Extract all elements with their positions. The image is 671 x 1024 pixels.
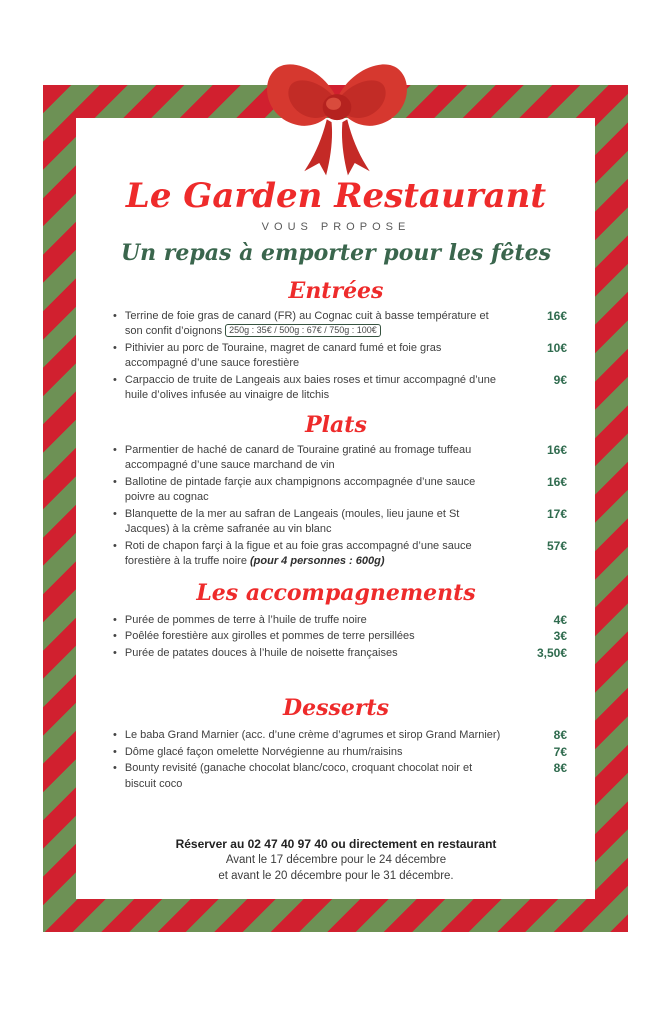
menu-item-list [105,309,567,404]
menu-section [105,412,567,570]
tagline: VOUS PROPOSE [261,221,411,233]
item-price: 7€ [553,744,567,759]
menu-item [113,629,567,645]
menu-item [113,761,567,792]
menu-item [113,475,567,506]
restaurant-title: Le Garden Restaurant [125,176,547,216]
item-price: 17€ [546,506,567,521]
section-heading: Entrées [288,277,384,304]
deadline-line-2: et avant le 20 décembre pour le 31 décembre. [218,870,454,882]
item-description: • Pithivier au porc de Touraine, magret de canard fumé et foie gras accompagné d’une sauce forestière [124,341,442,369]
menu-subtitle: Un repas à emporter pour les fêtes [120,239,552,266]
item-description: • Purée de patates douces à l’huile de noisette françaises [124,646,398,659]
item-price: 16€ [546,308,567,323]
menu-item [113,507,567,538]
menu-item [113,309,567,340]
reservation-footer [105,836,567,884]
serving-note: (pour 4 personnes : 600g) [250,555,385,567]
item-price: 16€ [546,474,567,489]
item-price: 4€ [553,612,567,627]
item-description: • Terrine de foie gras de canard (FR) au Cognac cuit à basse température et son confit d’oignons 250g : 35€ / 500g : 67€ / 750g : 100€ [124,309,489,337]
item-price: 57€ [546,538,567,553]
menu-content [105,168,567,884]
sections [105,278,567,793]
portion-sizes-badge: 250g : 35€ / 500g : 67€ / 750g : 100€ [225,324,381,337]
menu-section [105,695,567,792]
menu-item [113,728,567,744]
item-description: • Roti de chapon farçi à la figue et au foie gras accompagné d’une sauce forestière à la truffe noire (pour 4 personnes : 600g) [124,539,472,567]
item-description: • Blanquette de la mer au safran de Langeais (moules, lieu jaune et St Jacques) à la crème safranée au vin blanc [124,507,460,535]
item-description: • Bounty revisité (ganache chocolat blanc/coco, croquant chocolat noir et biscuit coco [124,762,473,790]
item-description: • Carpaccio de truite de Langeais aux baies roses et timur accompagné d’une huile d’olives infusée au vinaigre de litchis [124,373,497,401]
item-price: 3,50€ [536,645,567,660]
menu-item [113,646,567,662]
item-description: • Poêlée forestière aux girolles et pommes de terre persillées [124,630,415,642]
christmas-bow-icon [262,50,412,182]
item-description: • Le baba Grand Marnier (acc. d’une crème d’agrumes et sirop Grand Marnier) [124,729,501,741]
item-price: 16€ [546,442,567,457]
section-heading: Desserts [283,695,389,721]
deadline-line-1: Avant le 17 décembre pour le 24 décembre [225,854,447,866]
menu-item [113,539,567,570]
item-price: 3€ [553,629,567,643]
item-price: 9€ [553,372,567,387]
item-description: • Dôme glacé façon omelette Norvégienne au rhum/raisins [124,745,403,758]
menu-item-list [105,443,567,570]
item-description: • Parmentier de haché de canard de Touraine gratiné au fromage tuffeau accompagné d’une sauce marchand de vin [124,443,472,471]
menu-item-list [105,728,567,792]
section-heading: Plats [305,411,367,438]
menu-item-list [105,613,567,662]
item-description: • Purée de pommes de terre à l’huile de truffe noire [124,613,367,626]
menu-item [113,443,567,474]
section-heading: Les accompagnements [196,579,476,606]
item-price: 8€ [553,761,567,775]
menu-item [113,745,567,761]
menu-section [105,278,567,404]
menu-item [113,341,567,372]
menu-item [113,373,567,404]
menu-item [113,613,567,629]
menu-section [105,580,567,662]
item-price: 10€ [546,340,567,355]
item-description: • Ballotine de pintade farçie aux champignons accompagnée d’une sauce poivre au cognac [124,475,476,503]
reservation-phone-line: Réserver au 02 47 40 97 40 ou directement en restaurant [175,837,497,851]
item-price: 8€ [553,728,567,742]
